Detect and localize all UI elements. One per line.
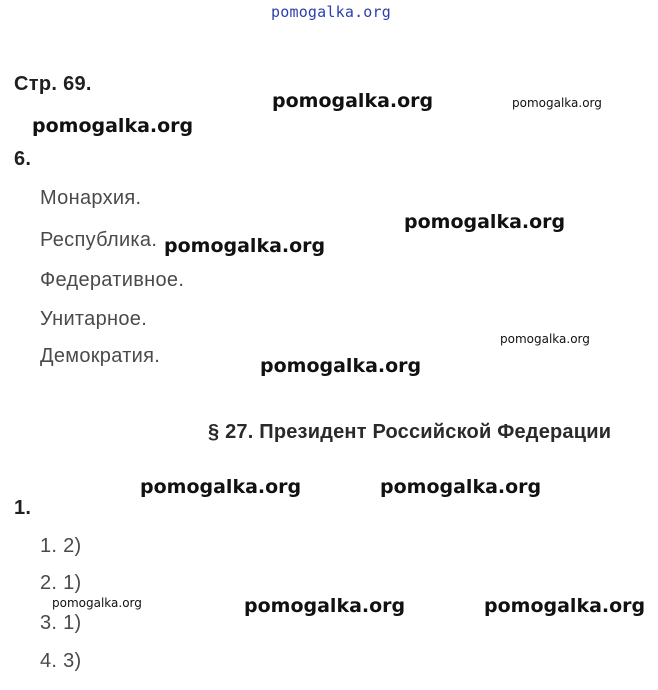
watermark: pomogalka.org [32,115,194,137]
watermark: pomogalka.org [164,235,326,257]
watermark: pomogalka.org [500,332,590,346]
watermark: pomogalka.org [52,596,142,610]
answer-item: 3. 1) [40,612,82,634]
answer-item: Федеративное. [40,269,185,291]
answer-item: 1. 2) [40,535,82,557]
answer-item: Демократия. [40,345,161,367]
site-watermark-top: pomogalka.org [271,3,391,21]
watermark: pomogalka.org [512,96,602,110]
watermark: pomogalka.org [260,355,422,377]
answer-item: Монархия. [40,187,142,209]
answer-item: 4. 3) [40,650,82,672]
watermark: pomogalka.org [244,595,406,617]
watermark: pomogalka.org [272,90,434,112]
watermark: pomogalka.org [404,211,566,233]
watermark: pomogalka.org [484,595,646,617]
watermark: pomogalka.org [140,476,302,498]
section-title: § 27. Президент Российской Федерации [208,421,612,443]
answer-item: 2. 1) [40,572,82,594]
answer-item: Унитарное. [40,308,148,330]
answer-item: Республика. [40,229,158,251]
watermark: pomogalka.org [380,476,542,498]
task-number-1: 1. [14,497,32,519]
page-label: Стр. 69. [14,73,92,95]
task-number-6: 6. [14,148,32,170]
